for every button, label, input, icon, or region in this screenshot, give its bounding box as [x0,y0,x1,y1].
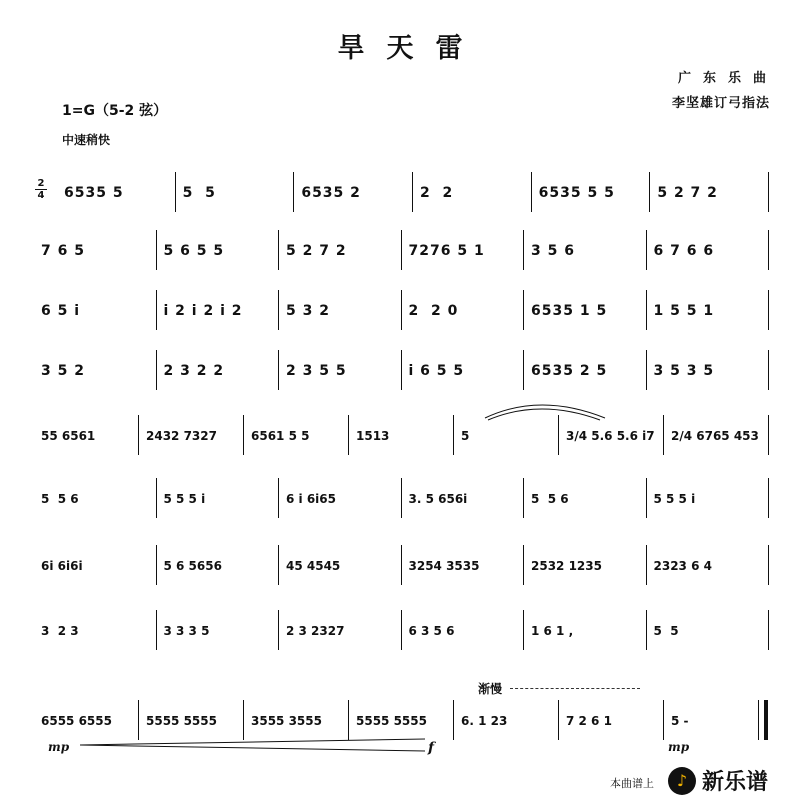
time-signature-top: 2 [37,178,45,189]
barline [646,230,647,270]
measure: 6535 1 5 [531,303,608,319]
slur-mark [480,398,610,422]
barline [646,478,647,518]
measure: i 2 i 2 i 2 [163,303,243,319]
measure: 6i 6i6i [41,559,83,573]
barline [523,478,524,518]
score-system [0,350,800,410]
measure: 2532 1235 [531,559,602,573]
measure: 5 2 7 2 [657,185,718,201]
barline [243,415,244,455]
measure: 5 3 2 [286,303,330,319]
dynamic-forte: f [428,740,435,756]
barline [401,478,402,518]
barline [401,545,402,585]
measure: 55 6561 [41,429,96,443]
score-system [0,230,800,290]
measure: 7 6 5 [41,243,85,259]
tempo-marking: 中速稍快 [62,133,111,147]
final-barline [758,700,759,740]
barline [768,172,769,212]
barline [348,415,349,455]
barline [278,610,279,650]
barline [558,700,559,740]
measure: 6535 2 [301,185,361,201]
barline [523,290,524,330]
measure: 3 5 6 [531,243,575,259]
barline [663,700,664,740]
measure: 6535 5 [64,185,124,201]
measure: 6535 2 5 [531,363,608,379]
arranger-label: 李坚雄订弓指法 [671,96,770,111]
measure: 2 2 [420,185,454,201]
measure: 5 5 5 i [653,492,696,506]
measure: 5 2 7 2 [286,243,347,259]
measure: 5 5 6 [41,492,79,506]
barline [646,545,647,585]
barline [663,415,664,455]
measure: 5 6 5656 [163,559,222,573]
measure: 6. 1 23 [461,714,508,728]
measure: 6 i 6i65 [286,492,336,506]
measure: 3 3 3 5 [163,624,210,638]
barline [401,290,402,330]
barline [768,350,769,390]
measure: 5 5 [182,185,216,201]
page-title: 旱天雷 [337,33,485,64]
dynamic-mp-start: mp [48,740,70,754]
measure: 6535 5 5 [538,185,615,201]
score-system [0,610,800,670]
measure: 2 3 5 5 [286,363,347,379]
barline [156,545,157,585]
measure: 5 5 5 i [163,492,206,506]
barline [768,545,769,585]
measure: 2 3 2 2 [163,363,225,379]
measure: 3555 3555 [251,714,322,728]
measure: 3 2 3 [41,624,79,638]
measure: 2 2 0 [408,303,459,319]
measure: 2432 7327 [146,429,217,443]
barline [138,415,139,455]
measure: 5 [461,429,470,443]
measure: 6 3 5 6 [408,624,455,638]
measure: 5 - [671,714,689,728]
barline [523,545,524,585]
score-system [0,478,800,538]
measure: 7276 5 1 [408,243,485,259]
origin-label: 广东乐曲 [677,71,778,86]
measure: 3 5 2 [41,363,85,379]
barline [453,700,454,740]
measure: 6561 5 5 [251,429,310,443]
measure: i 6 5 5 [408,363,465,379]
barline [401,350,402,390]
measure: 3 5 3 5 [653,363,715,379]
barline [156,478,157,518]
measure: 45 4545 [286,559,341,573]
barline [156,290,157,330]
measure: 5 5 6 [531,492,569,506]
barline [523,610,524,650]
barline [156,350,157,390]
brand-logo[interactable] [668,765,768,796]
measure: 1513 [356,429,390,443]
measure: 2 3 2327 [286,624,345,638]
barline [138,700,139,740]
time-signature [34,178,48,201]
measure: 2/4 6765 453 [671,429,759,443]
barline [768,230,769,270]
music-disc-icon: ♪ [668,767,696,795]
measure: 5555 5555 [356,714,427,728]
barline [156,610,157,650]
barline [156,230,157,270]
time-signature-bottom: 4 [37,190,45,201]
score-system [0,545,800,605]
barline [768,478,769,518]
brand-name: 新乐谱 [702,770,769,795]
barline [768,610,769,650]
score-system [0,172,800,232]
barline [278,545,279,585]
barline [768,415,769,455]
measure: 1 6 1 , [531,624,574,638]
score-system [0,290,800,350]
measure: 5 6 5 5 [163,243,225,259]
barline [649,172,650,212]
barline [278,350,279,390]
barline [348,700,349,740]
barline [243,700,244,740]
measure: 7 2 6 1 [566,714,612,728]
measure: 6555 6555 [41,714,112,728]
barline [646,290,647,330]
measure: 6 5 i [41,303,81,319]
barline [278,290,279,330]
footer-note: 本曲谱上 [610,777,654,790]
barline [523,230,524,270]
measure: 2323 6 4 [653,559,712,573]
measure: 5 5 [653,624,679,638]
barline [293,172,294,212]
measure: 1 5 5 1 [653,303,715,319]
barline [523,350,524,390]
measure: 3/4 5.6 5.6 i7 [566,429,655,443]
barline [278,230,279,270]
crescendo-hairpin [80,738,425,752]
barline [175,172,176,212]
key-signature: 1=G（5-2 弦） [62,103,168,119]
measure: 3254 3535 [408,559,480,573]
barline [401,610,402,650]
barline [401,230,402,270]
barline [768,290,769,330]
measure: 3. 5 656i [408,492,468,506]
barline [412,172,413,212]
measure: 6 7 6 6 [653,243,715,259]
barline [278,478,279,518]
ritardando-marking: 渐慢 [478,682,503,696]
barline [531,172,532,212]
ritardando-dash-line [510,688,640,689]
barline [646,610,647,650]
barline [453,415,454,455]
measure: 5555 5555 [146,714,217,728]
barline [646,350,647,390]
dynamic-mp-end: mp [668,740,690,754]
score-system [0,415,800,475]
